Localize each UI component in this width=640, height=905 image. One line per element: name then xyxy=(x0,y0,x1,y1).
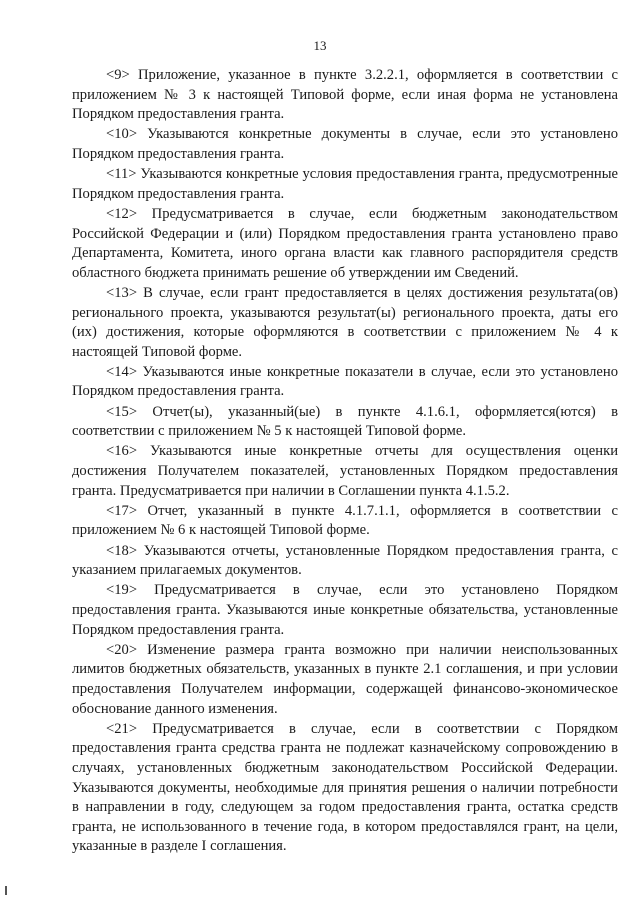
footnote-13: <13> В случае, если грант предоставляется в целях достижения результата(ов) регионального проекта, указываются результат(ы) регионального проекта, даты его (их) достижения, которые оформляются в соответствии с приложением № 4 к настоящей Типовой форме. xyxy=(72,284,618,360)
footnote-17: <17> Отчет, указанный в пункте 4.1.7.1.1, оформляется в соответствии с приложением № 6 к настоящей Типовой форме. xyxy=(72,502,618,539)
footnote-20: <20> Изменение размера гранта возможно при наличии неиспользованных лимитов бюджетных обязательств, указанных в пункте 2.1 соглашения, и при условии предоставления Получателем информации, содержащей финансово-экономическое обоснование данного изменения. xyxy=(72,641,618,717)
footnote-12: <12> Предусматривается в случае, если бюджетным законодательством Российской Федерации и (или) Порядком предоставления гранта установлено право Департамента, Комитета, иного органа власти как главного распорядителя средств областного бюджета принимать решение об утверждении им Сведений. xyxy=(72,205,618,281)
footnote-9: <9> Приложение, указанное в пункте 3.2.2.1, оформляется в соответствии с приложением № 3 к настоящей Типовой форме, если иная форма не установлена Порядком предоставления гранта. xyxy=(72,67,618,123)
page-number: 13 xyxy=(313,38,327,53)
footnotes-list xyxy=(72,66,618,857)
footnote-16: <16> Указываются иные конкретные отчеты для осуществления оценки достижения Получателем показателей, установленных Порядком предоставления гранта. Предусматривается при наличии в Соглашении пункта 4.1.5.2. xyxy=(72,443,618,499)
footnote-10: <10> Указываются конкретные документы в случае, если это установлено Порядком предоставления гранта. xyxy=(72,126,618,162)
footnote-21: <21> Предусматривается в случае, если в соответствии с Порядком предоставления гранта средства гранта не подлежат казначейскому сопровождению в случаях, установленных бюджетным законодательством Российской Федерации. Указываются документы, необходимые для принятия решения о наличии потребности в направлении в году, следующем за годом предоставления гранта, остатка средств гранта, не использованного в течение года, в котором предоставлялся грант, на цели, указанные в разделе I соглашения. xyxy=(72,720,618,855)
footnote-14: <14> Указываются иные конкретные показатели в случае, если это установлено Порядком предоставления гранта. xyxy=(72,363,618,400)
footnote-19: <19> Предусматривается в случае, если это установлено Порядком предоставления гранта. Указываются иные конкретные обязательства, установленные Порядком предоставления гранта. xyxy=(72,582,618,638)
footnote-18: <18> Указываются отчеты, установленные Порядком предоставления гранта, с указанием прилагаемых документов. xyxy=(72,542,618,579)
footnote-11: <11> Указываются конкретные условия предоставления гранта, предусмотренные Порядком предоставления гранта. xyxy=(72,166,618,202)
footnote-15: <15> Отчет(ы), указанный(ые) в пункте 4.1.6.1, оформляется(ются) в соответствии с приложением № 5 к настоящей Типовой форме. xyxy=(72,403,618,440)
scan-artifact xyxy=(5,886,7,895)
